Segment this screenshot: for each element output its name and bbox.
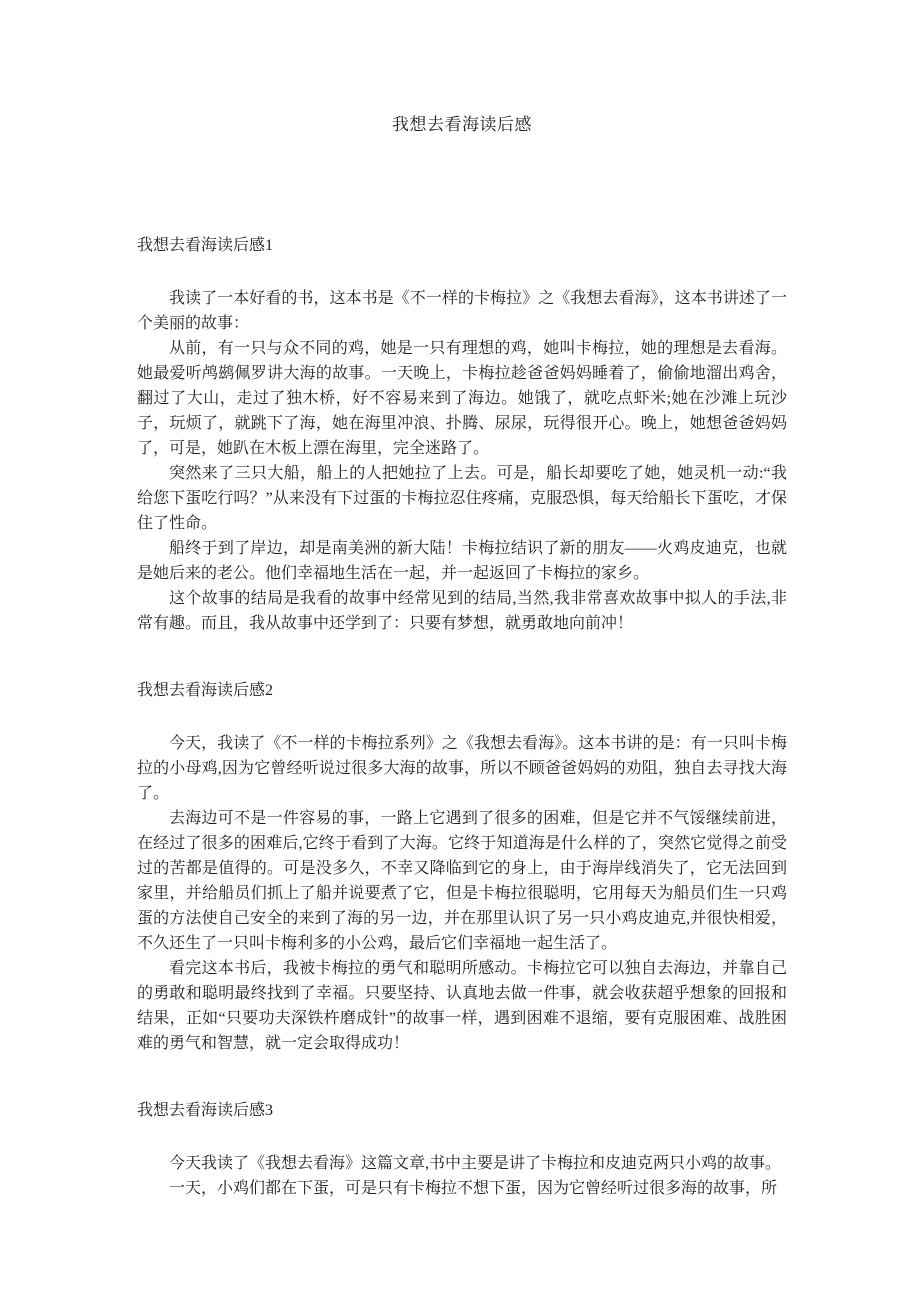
section-1-paragraph-1: 我读了一本好看的书，这本书是《不一样的卡梅拉》之《我想去看海》，这本书讲述了一个美丽的故事：	[137, 290, 787, 332]
section-2-paragraph-1: 今天，我读了《不一样的卡梅拉系列》之《我想去看海》。这本书讲的是：有一只叫卡梅拉的小母鸡,因为它曾经听说过很多大海的故事，所以不顾爸爸妈妈的劝阻，独自去寻找大海了。	[137, 735, 787, 802]
section-3-paragraph-2: 一天，小鸡们都在下蛋，可是只有卡梅拉不想下蛋，因为它曾经听过很多海的故事，所	[169, 1180, 778, 1197]
section-2-heading: 我想去看海读后感2	[137, 682, 274, 699]
section-1	[137, 233, 787, 636]
document-title: 我想去看海读后感	[392, 115, 532, 134]
section-1-paragraph-4: 船终于到了岸边，却是南美洲的新大陆！卡梅拉结识了新的朋友——火鸡皮迪克，也就是她后来的老公。他们幸福地生活在一起，并一起返回了卡梅拉的家乡。	[137, 540, 787, 582]
section-2	[137, 678, 787, 1056]
section-2-paragraph-3: 看完这本书后，我被卡梅拉的勇气和聪明所感动。卡梅拉它可以独自去海边，并靠自己的勇敢和聪明最终找到了幸福。只要坚持、认真地去做一件事，就会收获超乎想象的回报和结果，正如“只要功夫深铁杵磨成针”的故事一样，遇到困难不退缩，要有克服困难、战胜困难的勇气和智慧，就一定会取得成功！	[137, 960, 787, 1052]
section-3-paragraph-1: 今天我读了《我想去看海》这篇文章,书中主要是讲了卡梅拉和皮迪克两只小鸡的故事。	[169, 1155, 782, 1172]
section-1-paragraph-2: 从前，有一只与众不同的鸡，她是一只有理想的鸡，她叫卡梅拉，她的理想是去看海。她最爱听鸬鹚佩罗讲大海的故事。一天晚上，卡梅拉趁爸爸妈妈睡着了，偷偷地溜出鸡舍，翻过了大山，走过了独木桥，好不容易来到了海边。她饿了，就吃点虾米;她在沙滩上玩沙子，玩烦了，就跳下了海，她在海里冲浪、扑腾、尿尿，玩得很开心。晚上，她想爸爸妈妈了，可是，她趴在木板上漂在海里，完全迷路了。	[137, 340, 787, 457]
section-1-heading: 我想去看海读后感1	[137, 237, 274, 254]
section-1-paragraph-3: 突然来了三只大船，船上的人把她拉了上去。可是，船长却要吃了她，她灵机一动:“我给您下蛋吃行吗？”从来没有下过蛋的卡梅拉忍住疼痛，克服恐惧，每天给船长下蛋吃，才保住了性命。	[137, 465, 787, 532]
section-3	[137, 1098, 787, 1201]
section-2-paragraph-2: 去海边可不是一件容易的事，一路上它遇到了很多的困难，但是它并不气馁继续前进，在经过了很多的困难后,它终于看到了大海。它终于知道海是什么样的了，突然它觉得之前受过的苦都是值得的。可是没多久，不幸又降临到它的身上，由于海岸线消失了，它无法回到家里，并给船员们抓上了船并说要煮了它，但是卡梅拉很聪明，它用每天为船员们生一只鸡蛋的方法使自己安全的来到了海的另一边，并在那里认识了另一只小鸡皮迪克,并很快相爱，不久还生了一只叫卡梅利多的小公鸡，最后它们幸福地一起生活了。	[137, 810, 787, 952]
section-3-heading: 我想去看海读后感3	[137, 1102, 274, 1119]
section-1-paragraph-5: 这个故事的结局是我看的故事中经常见到的结局,当然,我非常喜欢故事中拟人的手法,非常有趣。而且，我从故事中还学到了：只要有梦想，就勇敢地向前冲！	[137, 590, 787, 632]
